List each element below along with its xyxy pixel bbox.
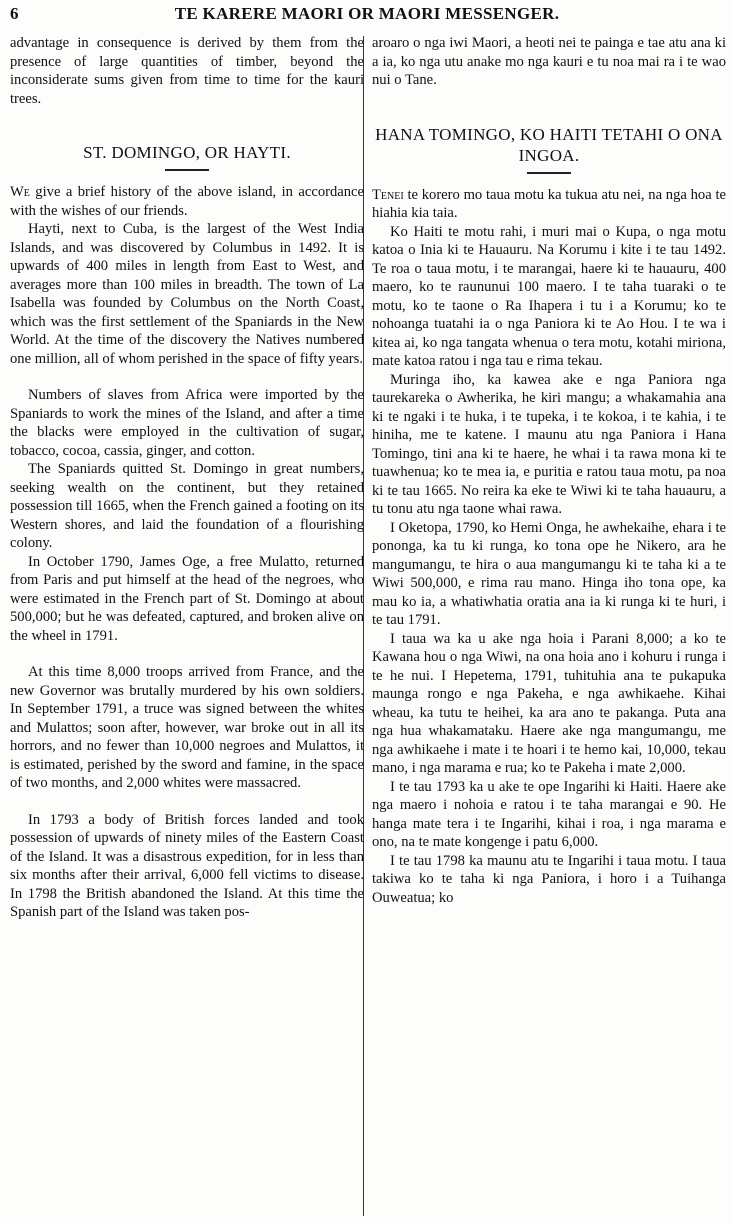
english-column [10, 34, 364, 922]
body-paragraph: The Spaniards quitted St. Domingo in great numbers, seeking wealth on the continent, but they retained possession till 1665, when the French gained a footing on its Western shores, and laid the foundation of a flourishing colony. [10, 461, 364, 551]
page-header [0, 4, 734, 30]
continuation-paragraph: advantage in consequence is derived by them from the presence of large quantities of timber, beyond the inconsiderate sums given from time to time for the kauri trees. [10, 35, 364, 107]
intro-text: te korero mo taua motu ka tukua atu nei, na nga hoa te hiahia kia taia. [372, 186, 726, 221]
article-heading: ST. DOMINGO, OR HAYTI. [83, 143, 291, 162]
article-heading: HANA TOMINGO, KO HAITI TETAHI O ONA INGOA. [375, 124, 723, 165]
maori-column [372, 34, 726, 907]
body-paragraph: I taua wa ka u ake nga hoia i Parani 8,000; a ko te Kawana hou o nga Wiwi, na ona hoia ano i kohuru i runga i te he nui. I Hepetema, 1791, tuhituhia ana te pukapuka maunga rongo e nga Pakeha, e nga awhikaehe. Kihai wheau, ka tutu te heihei, ka ara ano te pakanga. Puta ana nga hua whakamataku. Haere ake nga mangumangu, me nga awhikaehe i mate i te hoari i te hemo kai, 10,000, tekau mano, i nga marama e rua; ko te Pakeha i mate 2,000. [372, 630, 726, 776]
body-paragraph: In 1793 a body of British forces landed and took possession of upwards of ninety miles of the Eastern Coast of the Island. It was a disastrous expedition, for in less than six months after their arrival, 6,000 fell victims to disease. In 1798 the British abandoned the Island. At this time the Spanish part of the Island was taken pos- [10, 811, 364, 920]
intro-paragraph [10, 183, 364, 220]
body-paragraph: Muringa iho, ka kawea ake e nga Paniora nga taurekareka o Awherika, he kiri mangu; a whakamahia ana ki te ngaki i te huka, i te tupeka, i te kokoa, i te kahia, i te hiniha, me te katene. I maunu atu nga Paniora i Hana Tomingo, tini ana ki te haere, he whai i ta rawa mona ki te tuawhenua; ko te mea ia, e puritia e ratou taua motu, pa noa ki te tau 1665. No reira ka eke te Wiwi ki te taha hauauru, a tu tonu atu nga taone whai rawa. [372, 371, 726, 517]
page-number: 6 [10, 4, 19, 23]
intro-text: give a brief history of the above island, in accordance with the wishes of our friends. [10, 184, 364, 219]
body-paragraph: In October 1790, James Oge, a free Mulatto, returned from Paris and put himself at the head of the negroes, who were estimated in the French part of St. Domingo at about 500,000; but he was defeated, captured, and broken alive on the wheel in 1791. [10, 553, 364, 644]
intro-paragraph [372, 186, 726, 223]
intro-lead-word: We [10, 184, 30, 200]
body-paragraph: I Oketopa, 1790, ko Hemi Onga, he awhekaihe, ehara i te pononga, ka tu ki runga, ko tona ope he Nikero, ara he mangumangu, te hira o aua mangumangu ki te taha ki a te Wiwi 500,000, e rima rau mano. Hinga iho tona ope, ka mau ko ia, a whatiwhatia oratia ana ia ki runga ki te huri, i te tau 1791. [372, 519, 726, 628]
body-paragraph: Ko Haiti te motu rahi, i muri mai o Kupa, o nga motu katoa o Inia ki te Hauauru. Na Korumu i kite i te tau 1492. Te roa o taua motu, i te marangai, haere ki te hauauru, 400 maero, ko te raununui 100 maero. I te taha tuaraki o te motu, ko te taone o Ra Ihapera i tu i a Korumu; ko te nohoanga tuatahi ia o nga Paniora ki te Ao Hou. I te wa i kitea ai, ko nga tangata whenua o tera motu, kotahi miriona, mate katoa ratou i nga tau e rima tekau. [372, 223, 726, 369]
body-paragraph: At this time 8,000 troops arrived from France, and the new Governor was brutally murdered by his own soldiers. In September 1791, a truce was signed between the whites and Mulattos; soon after, however, war broke out in all its horrors, and no fewer than 10,000 negroes and Mulattos, it is estimated, perished by the sword and famine, in the space of two months, and 2,000 whites were massacred. [10, 664, 364, 791]
heading-rule [165, 169, 209, 171]
body-paragraph: I te tau 1798 ka maunu atu te Ingarihi i taua motu. I taua takiwa ko te taha ki nga Paniora, i horo i a Tuihanga Ouweatua; ko [372, 852, 726, 906]
heading-rule [527, 172, 571, 174]
body-paragraph: I te tau 1793 ka u ake te ope Ingarihi ki Haiti. Haere ake nga maero i nohoia e ratou i te taha marangai e 90. He hanga mate tera i te Ingarihi, kihai i roa, i nga marama e ono, na te mate kongenge i patu 6,000. [372, 778, 726, 850]
running-title: TE KARERE MAORI OR MAORI MESSENGER. [174, 4, 560, 23]
body-paragraph: Hayti, next to Cuba, is the largest of the West India Islands, and was discovered by Columbus in 1492. It is upwards of 400 miles in length from East to West, and averages more than 100 miles in breadth. The town of La Isabella was founded by Columbus on the North Coast, which was the first settlement of the Spaniards in the New World. At the time of the discovery the Natives numbered one million, all of whom perished in the space of fifty years. [10, 221, 364, 367]
body-paragraph: Numbers of slaves from Africa were imported by the Spaniards to work the mines of the Island, and after a time the blacks were employed in the cultivation of sugar, tobacco, cocoa, cassia, ginger, and cotton. [10, 387, 364, 459]
continuation-paragraph: aroaro o nga iwi Maori, a heoti nei te painga e tae atu ana ki a ia, ko nga utu anake mo nga kauri e tu noa mai ra i te wao nui o Tane. [372, 35, 726, 88]
intro-lead-word: Tenei [372, 186, 404, 203]
